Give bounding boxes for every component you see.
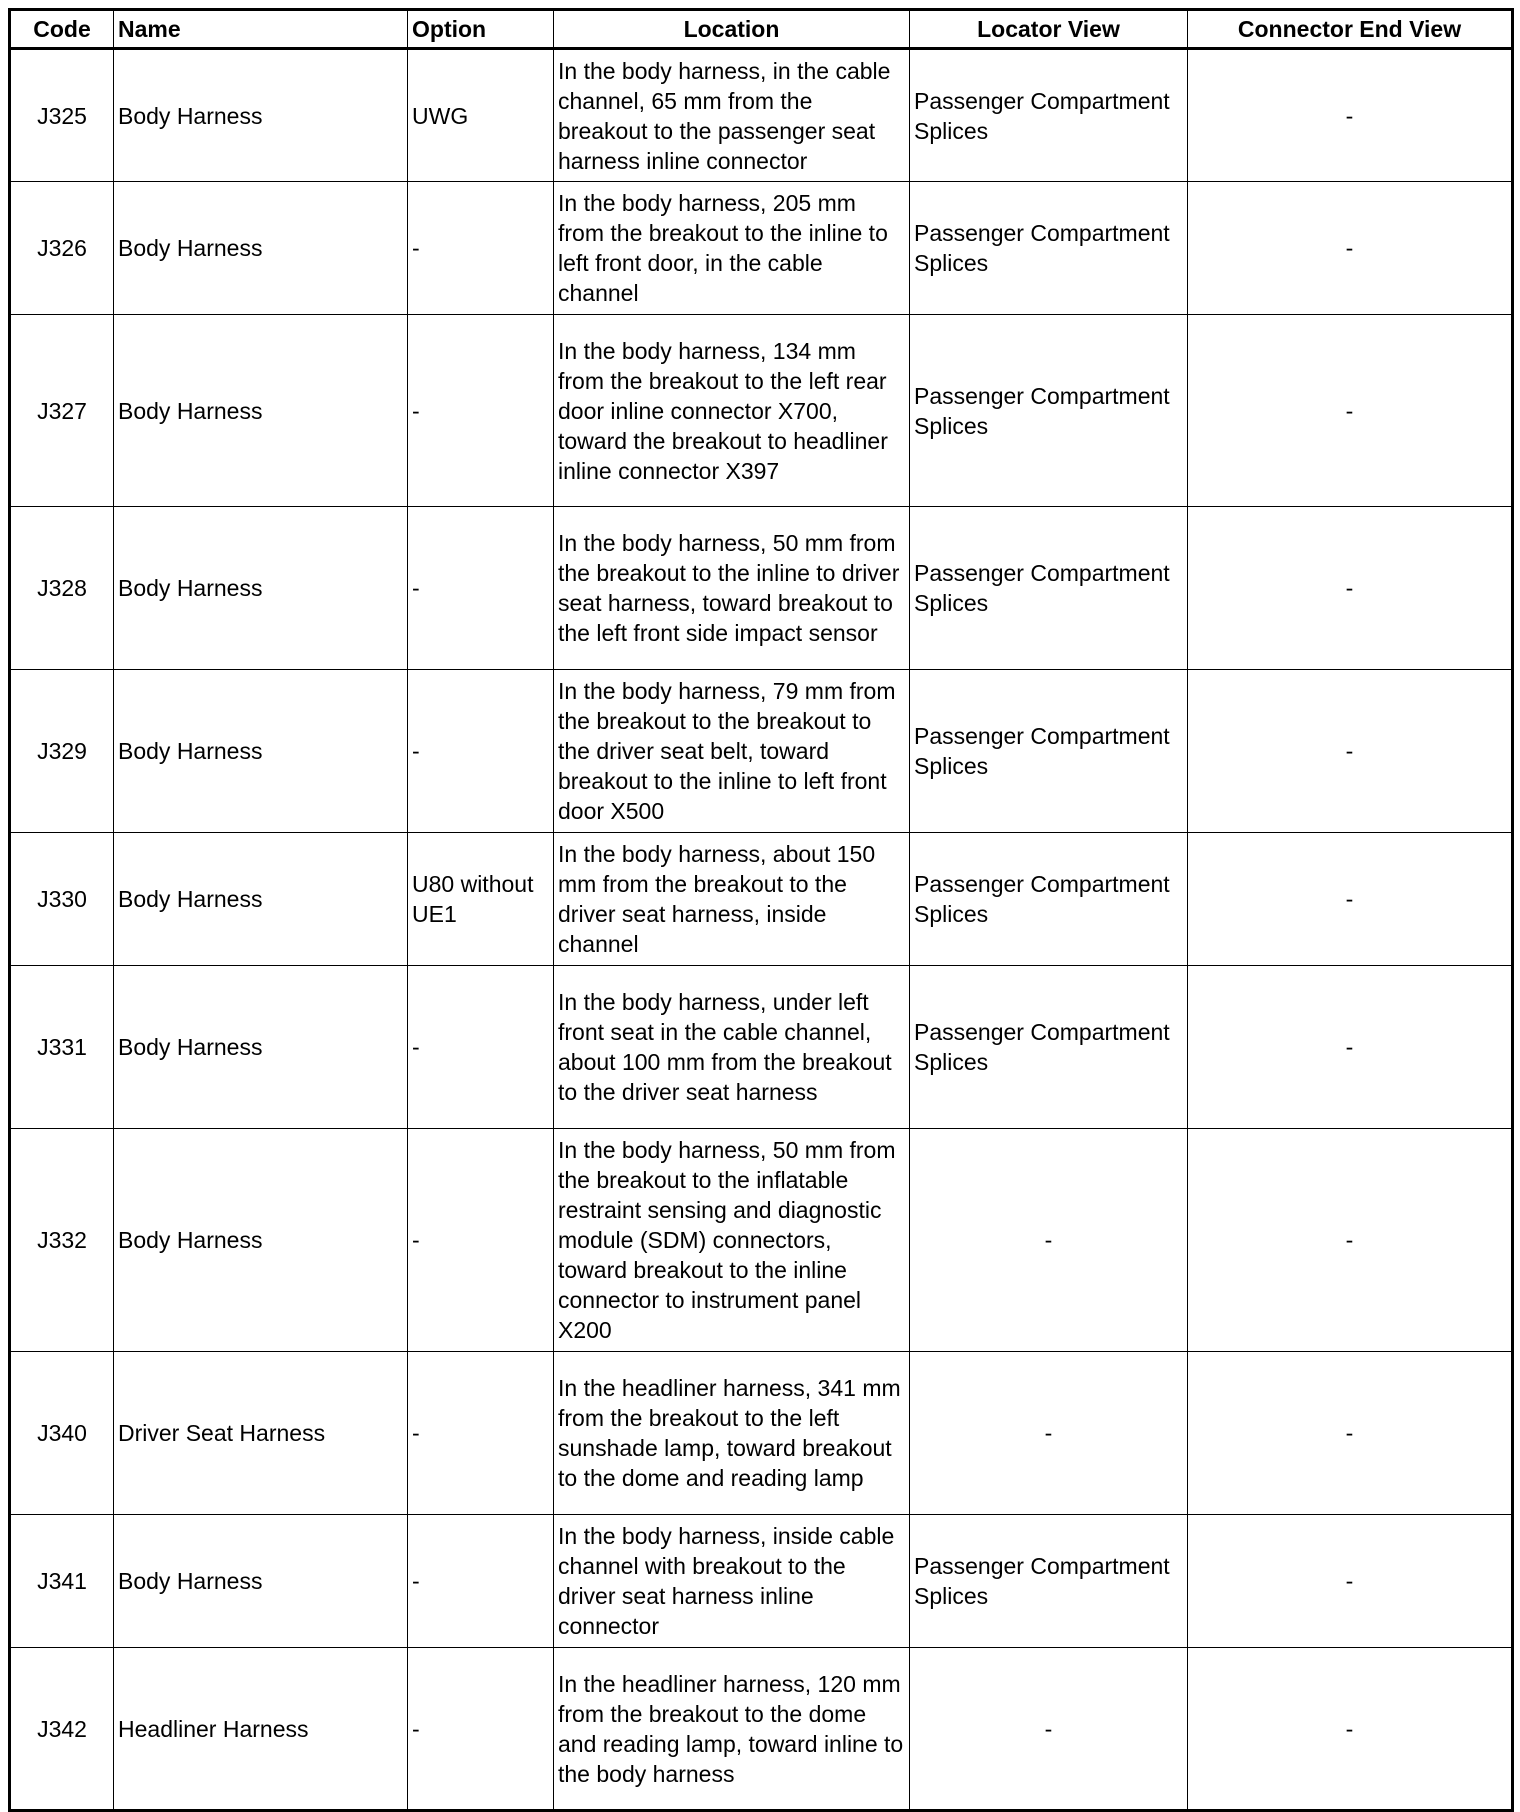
cell-location: In the body harness, in the cable channel, 65 mm from the breakout to the passenger seat harness inline connector [554,49,910,182]
cell-locator-view: Passenger Compartment Splices [910,966,1188,1129]
cell-option: UWG [408,49,554,182]
cell-location: In the body harness, about 150 mm from the breakout to the driver seat harness, inside channel [554,833,910,966]
cell-location: In the body harness, 205 mm from the breakout to the inline to left front door, in the cable channel [554,182,910,315]
header-location: Location [554,10,910,49]
table-row [10,49,1513,182]
cell-locator-view: Passenger Compartment Splices [910,315,1188,507]
header-connector-end-view: Connector End View [1188,10,1513,49]
cell-location: In the body harness, 134 mm from the breakout to the left rear door inline connector X700, toward the breakout to headliner inline connector X397 [554,315,910,507]
table-row [10,507,1513,670]
cell-location: In the body harness, under left front seat in the cable channel, about 100 mm from the breakout to the driver seat harness [554,966,910,1129]
cell-name: Driver Seat Harness [114,1352,408,1515]
cell-connector-end-view: - [1188,182,1513,315]
cell-connector-end-view: - [1188,49,1513,182]
cell-name: Body Harness [114,670,408,833]
cell-name: Body Harness [114,182,408,315]
cell-locator-view: - [910,1352,1188,1515]
cell-option: - [408,182,554,315]
cell-code: J330 [10,833,114,966]
cell-name: Body Harness [114,833,408,966]
cell-connector-end-view: - [1188,1648,1513,1811]
table-row [10,670,1513,833]
cell-connector-end-view: - [1188,1352,1513,1515]
cell-name: Body Harness [114,1129,408,1352]
cell-code: J328 [10,507,114,670]
cell-connector-end-view: - [1188,315,1513,507]
cell-code: J327 [10,315,114,507]
cell-option: - [408,1515,554,1648]
table-row [10,1648,1513,1811]
cell-name: Headliner Harness [114,1648,408,1811]
cell-locator-view: Passenger Compartment Splices [910,833,1188,966]
cell-location: In the headliner harness, 341 mm from the breakout to the left sunshade lamp, toward breakout to the dome and reading lamp [554,1352,910,1515]
cell-connector-end-view: - [1188,1129,1513,1352]
cell-name: Body Harness [114,1515,408,1648]
cell-connector-end-view: - [1188,507,1513,670]
cell-option: - [408,1352,554,1515]
header-option: Option [408,10,554,49]
table-row [10,1515,1513,1648]
cell-location: In the body harness, 50 mm from the breakout to the inline to driver seat harness, toward breakout to the left front side impact sensor [554,507,910,670]
cell-locator-view: - [910,1129,1188,1352]
cell-code: J331 [10,966,114,1129]
cell-option: - [408,507,554,670]
cell-locator-view: Passenger Compartment Splices [910,670,1188,833]
cell-code: J325 [10,49,114,182]
cell-locator-view: Passenger Compartment Splices [910,49,1188,182]
table-row [10,1352,1513,1515]
document-page [8,8,1514,1812]
cell-code: J340 [10,1352,114,1515]
table-header-row [10,10,1513,49]
cell-connector-end-view: - [1188,1515,1513,1648]
cell-code: J341 [10,1515,114,1648]
cell-option: - [408,1648,554,1811]
cell-locator-view: Passenger Compartment Splices [910,507,1188,670]
cell-code: J342 [10,1648,114,1811]
cell-option: - [408,315,554,507]
table-row [10,182,1513,315]
cell-connector-end-view: - [1188,833,1513,966]
cell-location: In the body harness, 79 mm from the breakout to the breakout to the driver seat belt, toward breakout to the inline to left front door X500 [554,670,910,833]
header-name: Name [114,10,408,49]
splice-table [8,8,1514,1812]
cell-connector-end-view: - [1188,670,1513,833]
cell-option: - [408,966,554,1129]
cell-name: Body Harness [114,507,408,670]
cell-connector-end-view: - [1188,966,1513,1129]
cell-location: In the body harness, 50 mm from the breakout to the inflatable restraint sensing and diagnostic module (SDM) connectors, toward breakout to the inline connector to instrument panel X200 [554,1129,910,1352]
cell-name: Body Harness [114,315,408,507]
table-row [10,315,1513,507]
cell-location: In the body harness, inside cable channel with breakout to the driver seat harness inline connector [554,1515,910,1648]
cell-name: Body Harness [114,966,408,1129]
cell-code: J329 [10,670,114,833]
cell-locator-view: Passenger Compartment Splices [910,182,1188,315]
cell-location: In the headliner harness, 120 mm from the breakout to the dome and reading lamp, toward inline to the body harness [554,1648,910,1811]
table-row [10,966,1513,1129]
table-row [10,833,1513,966]
table-row [10,1129,1513,1352]
cell-code: J332 [10,1129,114,1352]
cell-locator-view: - [910,1648,1188,1811]
cell-option: - [408,670,554,833]
cell-name: Body Harness [114,49,408,182]
cell-option: - [408,1129,554,1352]
cell-locator-view: Passenger Compartment Splices [910,1515,1188,1648]
cell-option: U80 without UE1 [408,833,554,966]
header-locator-view: Locator View [910,10,1188,49]
cell-code: J326 [10,182,114,315]
header-code: Code [10,10,114,49]
